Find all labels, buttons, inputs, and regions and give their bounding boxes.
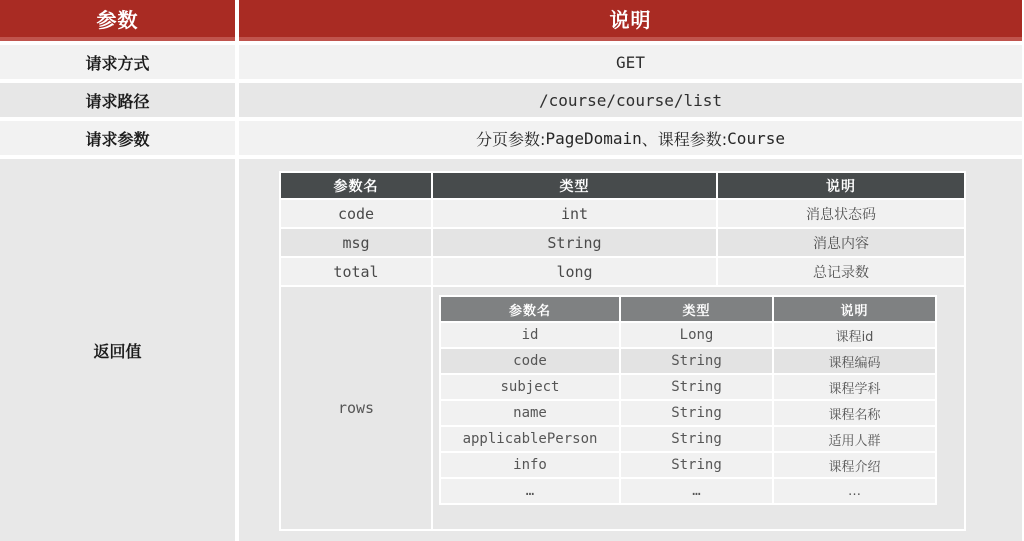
rows-item-row-id: [440, 322, 936, 348]
rows-item-cell-desc: 课程介绍: [773, 452, 936, 478]
header-param-label: 参数: [0, 0, 235, 41]
rows-item-header-type: 类型: [620, 296, 773, 322]
rows-item-table: [439, 295, 937, 505]
request-path-row: [0, 83, 1024, 117]
header-desc-label: 说明: [239, 0, 1022, 41]
rows-item-cell-desc: 课程学科: [773, 374, 936, 400]
rows-item-cell-type: String: [620, 400, 773, 426]
rows-item-cell-type: String: [620, 348, 773, 374]
response-row-code: [280, 199, 965, 228]
request-path-value: /course/course/list: [239, 83, 1022, 117]
request-method-label: 请求方式: [0, 45, 235, 79]
response-row-rows: [280, 286, 965, 530]
rows-item-header-desc: 说明: [773, 296, 936, 322]
request-params-part-cjk2: 、课程参数:: [641, 129, 728, 149]
rows-item-cell-type: Long: [620, 322, 773, 348]
response-row-total: [280, 257, 965, 286]
return-value-row: [0, 159, 1024, 541]
rows-item-cell-name: info: [440, 452, 620, 478]
response-header-param-name: 参数名: [280, 172, 432, 199]
response-cell-desc: 消息内容: [717, 228, 965, 257]
request-path-label: 请求路径: [0, 83, 235, 117]
response-cell-name: msg: [280, 228, 432, 257]
request-params-label: 请求参数: [0, 121, 235, 155]
rows-item-cell-name: code: [440, 348, 620, 374]
rows-item-row-code: [440, 348, 936, 374]
rows-item-cell-name: …: [440, 478, 620, 504]
request-method-value: GET: [239, 45, 1022, 79]
request-params-value: [239, 121, 1022, 155]
response-cell-name: total: [280, 257, 432, 286]
rows-item-cell-type: String: [620, 374, 773, 400]
rows-item-row-applicable-person: [440, 426, 936, 452]
rows-item-cell-name: subject: [440, 374, 620, 400]
return-value-label: 返回值: [0, 159, 235, 541]
rows-item-row-subject: [440, 374, 936, 400]
rows-item-cell-type: String: [620, 452, 773, 478]
rows-item-row-info: [440, 452, 936, 478]
request-params-part-code1: PageDomain: [545, 128, 642, 148]
rows-item-header-row: [440, 296, 936, 322]
rows-item-cell-name: name: [440, 400, 620, 426]
table-header-row: [0, 0, 1024, 41]
request-params-part-cjk1: 分页参数:: [476, 129, 546, 149]
response-table-header-row: [280, 172, 965, 199]
response-row-msg: [280, 228, 965, 257]
return-value-body: [239, 159, 1022, 541]
response-cell-type: String: [432, 228, 717, 257]
request-method-row: [0, 45, 1024, 79]
rows-item-cell-type: …: [620, 478, 773, 504]
response-rows-field-name: rows: [280, 286, 432, 530]
rows-item-cell-type: String: [620, 426, 773, 452]
rows-item-cell-desc: 课程id: [773, 322, 936, 348]
rows-item-cell-desc: …: [773, 478, 936, 504]
rows-item-cell-desc: 课程编码: [773, 348, 936, 374]
rows-item-cell-desc: 适用人群: [773, 426, 936, 452]
request-params-row: [0, 121, 1024, 155]
request-params-part-code2: Course: [727, 128, 785, 148]
rows-item-cell-name: id: [440, 322, 620, 348]
rows-item-cell-desc: 课程名称: [773, 400, 936, 426]
rows-item-header-param-name: 参数名: [440, 296, 620, 322]
response-cell-type: long: [432, 257, 717, 286]
response-cell-type: int: [432, 199, 717, 228]
rows-item-row-ellipsis: [440, 478, 936, 504]
rows-item-container: [432, 286, 965, 530]
rows-item-cell-name: applicablePerson: [440, 426, 620, 452]
response-cell-name: code: [280, 199, 432, 228]
response-table: [279, 171, 966, 531]
rows-item-row-name: [440, 400, 936, 426]
response-header-desc: 说明: [717, 172, 965, 199]
response-header-type: 类型: [432, 172, 717, 199]
response-cell-desc: 总记录数: [717, 257, 965, 286]
response-cell-desc: 消息状态码: [717, 199, 965, 228]
